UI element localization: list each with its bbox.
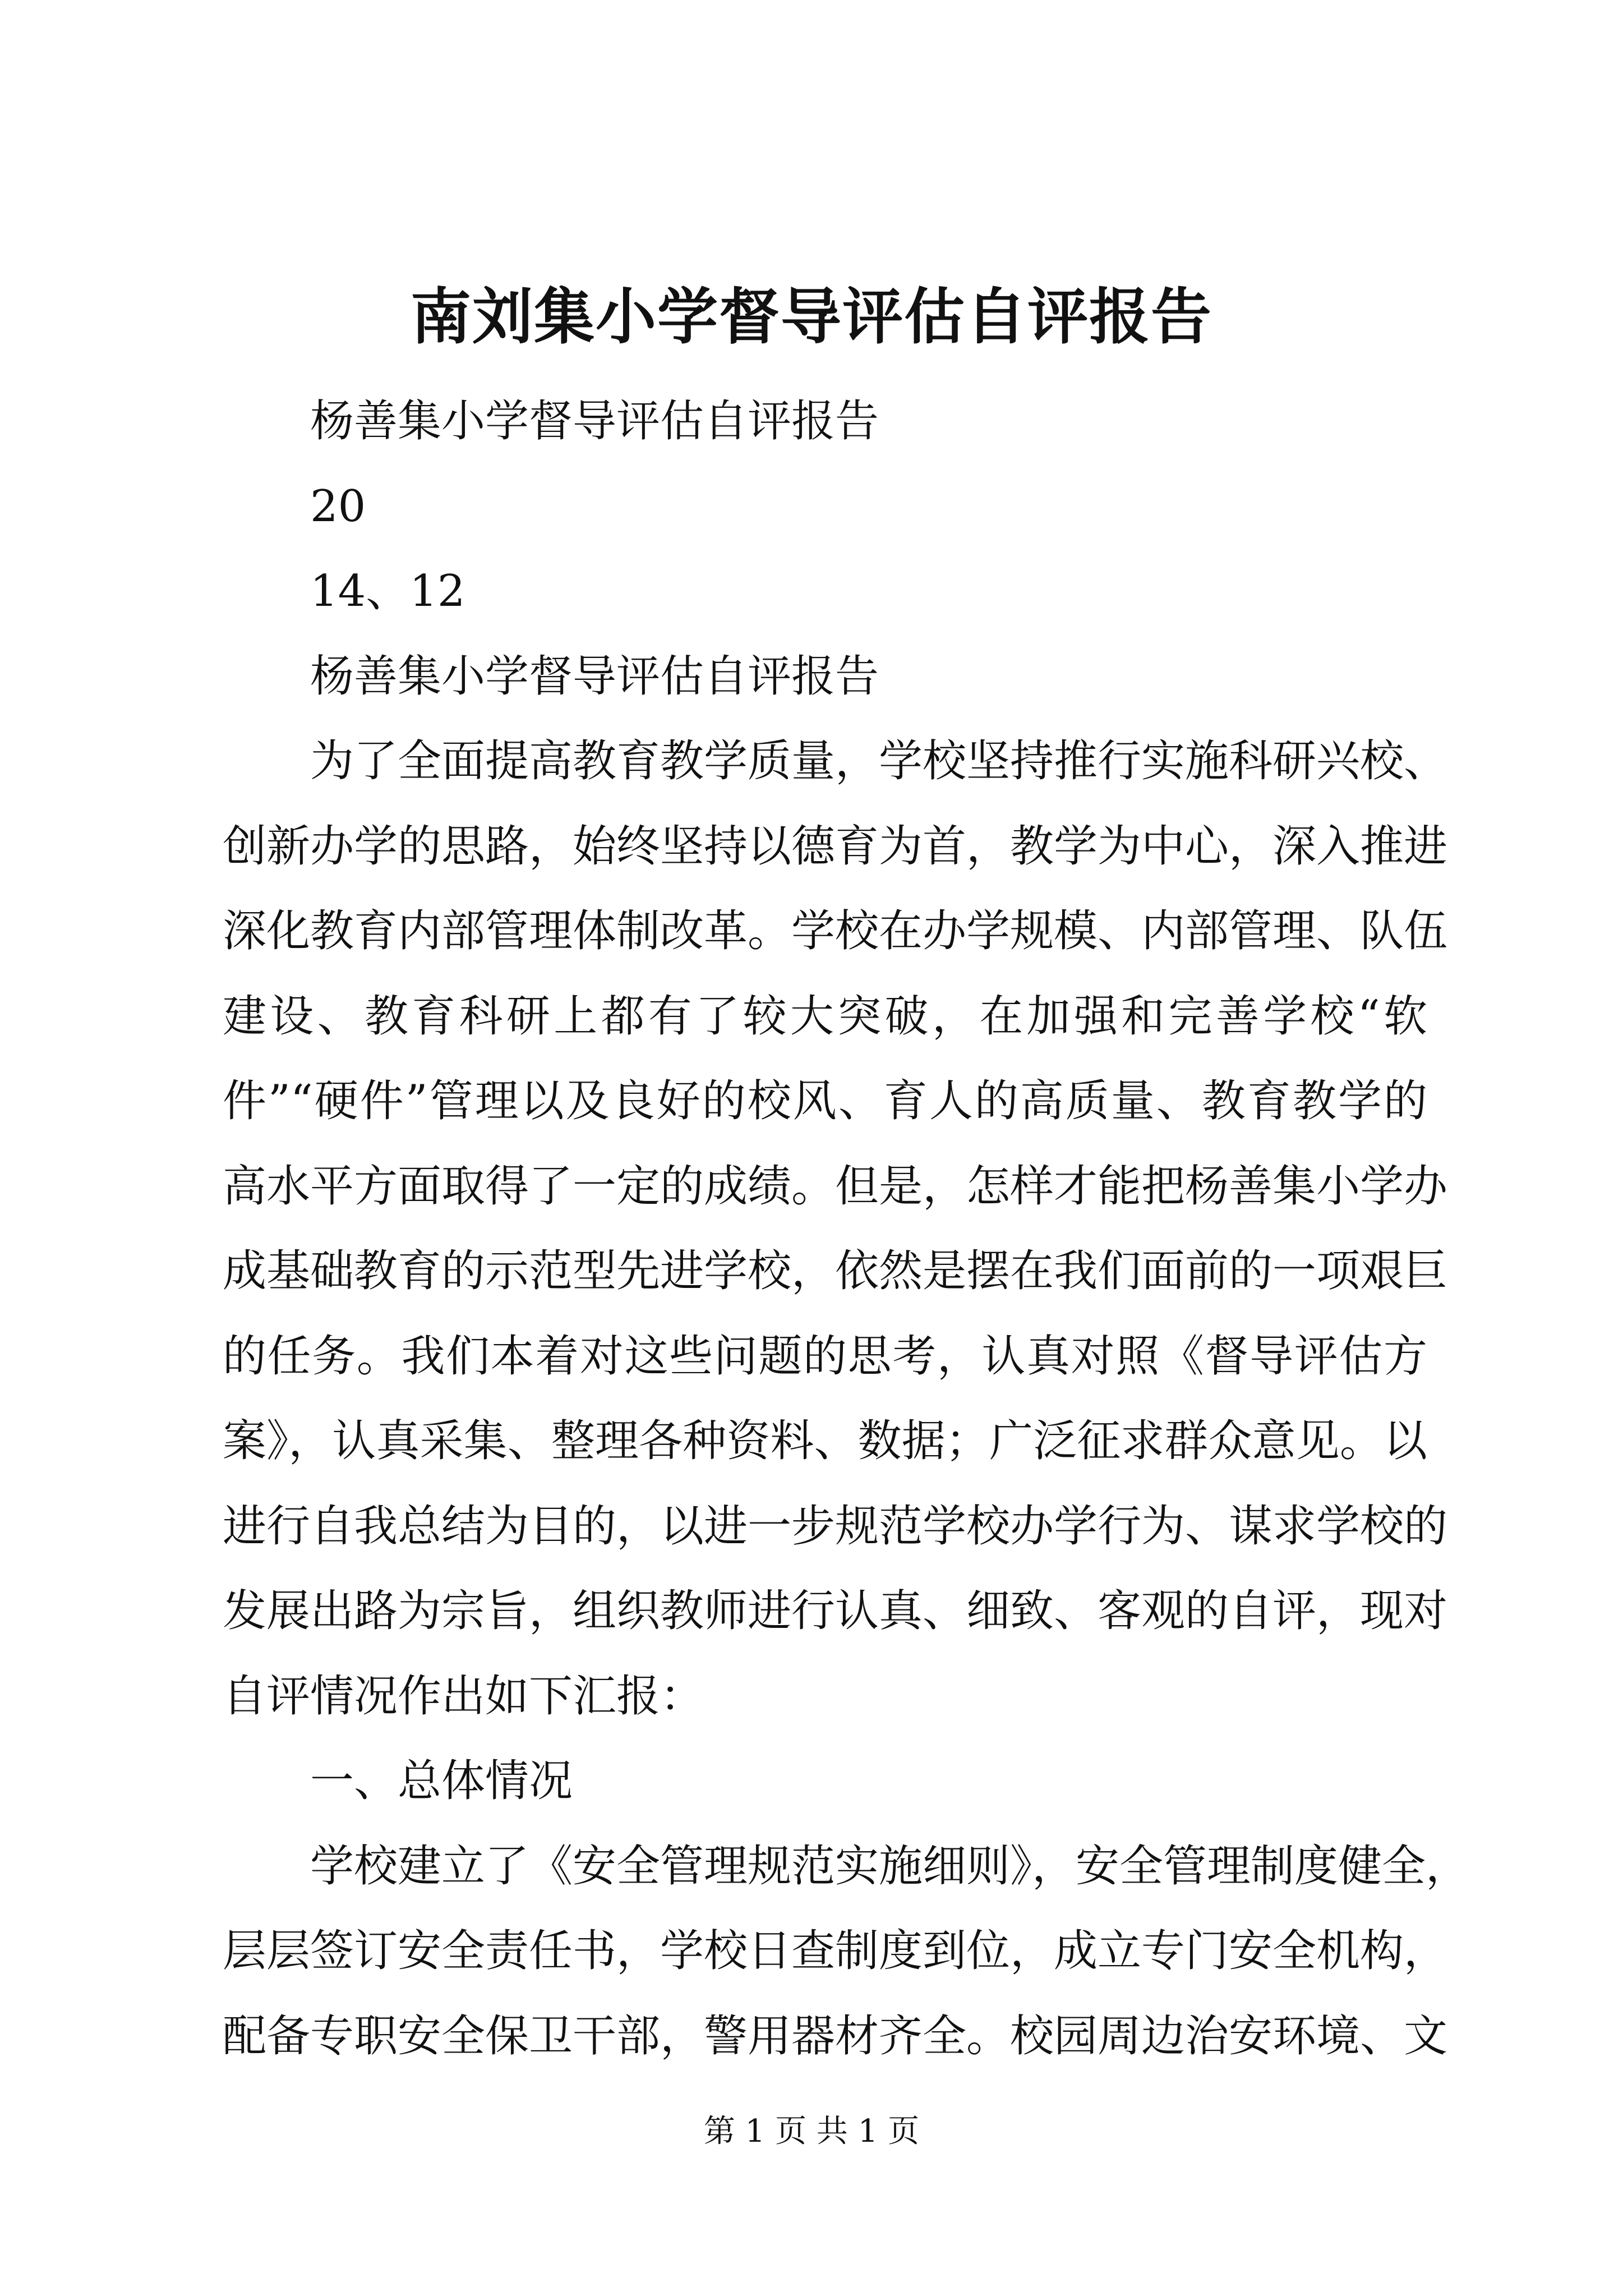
- page-number-footer: 第 1 页 共 1 页: [703, 2113, 920, 2150]
- body-line: 发展出路为宗旨，组织教师进行认真、细致、客观的自评，现对: [223, 1586, 1448, 1636]
- body-line: 学校建立了《安全管理规范实施细则》，安全管理制度健全，: [310, 1841, 1470, 1892]
- body-line: 杨善集小学督导评估自评报告: [310, 651, 879, 702]
- document-body: [223, 379, 1470, 2079]
- body-line: 层层签订安全责任书，学校日查制度到位，成立专门安全机构，: [223, 1926, 1448, 1976]
- body-line: 20: [310, 481, 366, 532]
- body-line: 杨善集小学督导评估自评报告: [310, 396, 879, 447]
- body-line: 高水平方面取得了一定的成绩。但是，怎样才能把杨善集小学办: [223, 1161, 1448, 1212]
- body-line: 创新办学的思路，始终坚持以德育为首，教学为中心，深入推进: [223, 821, 1448, 872]
- body-line: 配备专职安全保卫干部，警用器材齐全。校园周边治安环境、文: [223, 2010, 1448, 2062]
- body-line: 建设、教育科研上都有了较大突破，在加强和完善学校“软: [223, 991, 1427, 1042]
- body-line: 案》，认真采集、整理各种资料、数据；广泛征求群众意见。以: [223, 1416, 1427, 1466]
- body-line: 14、12: [310, 566, 465, 616]
- body-line: 为了全面提高教育教学质量，学校坚持推行实施科研兴校、: [310, 736, 1448, 786]
- body-line: 的任务。我们本着对这些问题的思考，认真对照《督导评估方: [223, 1331, 1427, 1382]
- body-line: 自评情况作出如下汇报：: [223, 1671, 704, 1722]
- body-line: 成基础教育的示范型先进学校，依然是摆在我们面前的一项艰巨: [223, 1246, 1448, 1296]
- body-line: 件”“硬件”管理以及良好的校风、育人的高质量、教育教学的: [223, 1076, 1427, 1126]
- body-line: 深化教育内部管理体制改革。学校在办学规模、内部管理、队伍: [223, 906, 1448, 956]
- document-title: 南刘集小学督导评估自评报告: [410, 282, 1212, 352]
- section-heading: 一、总体情况: [310, 1756, 573, 1806]
- body-line: 进行自我总结为目的，以进一步规范学校办学行为、谋求学校的: [223, 1501, 1448, 1552]
